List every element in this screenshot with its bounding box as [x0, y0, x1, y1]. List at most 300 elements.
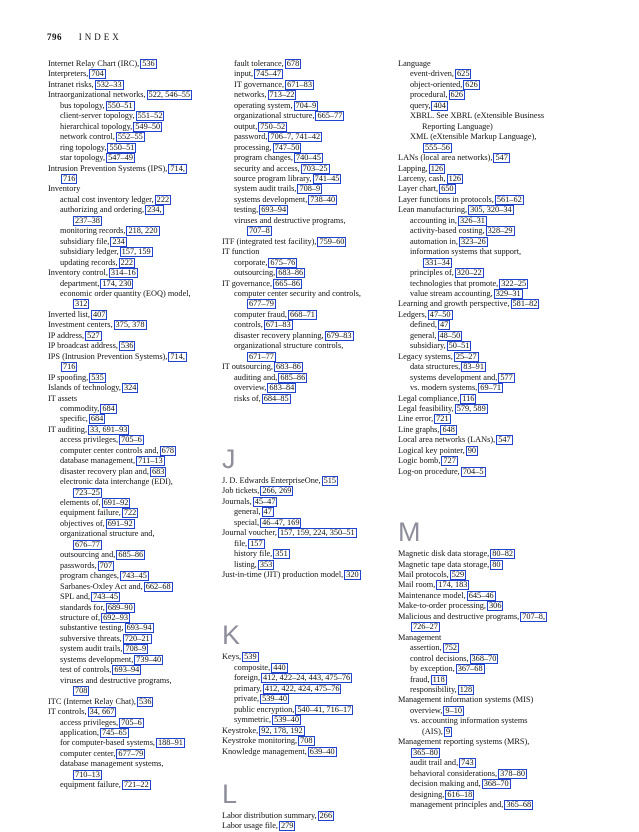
page-link[interactable]: 722: [123, 508, 137, 518]
page-link[interactable]: 689–90: [107, 602, 133, 612]
page-link[interactable]: 126: [430, 163, 444, 173]
page-link[interactable]: 683–86: [276, 362, 301, 372]
page-link[interactable]: 648: [442, 424, 455, 434]
page-link[interactable]: 550–51: [107, 100, 133, 110]
section-letter-j: J: [222, 443, 236, 474]
page-link[interactable]: 676–77: [75, 539, 100, 549]
page-link[interactable]: 716: [63, 362, 76, 372]
index-entry: [48, 634, 218, 644]
page-link[interactable]: 684: [102, 403, 115, 413]
page-link[interactable]: 693–94: [114, 665, 140, 675]
page-link[interactable]: 684–85: [263, 393, 289, 403]
page-link[interactable]: 222: [156, 194, 170, 204]
index-entry: [222, 694, 392, 704]
page-link[interactable]: 693–94: [126, 623, 152, 633]
page-link[interactable]: 704: [91, 69, 104, 79]
index-term: security and access,: [234, 163, 300, 173]
page-link[interactable]: 365–68: [506, 800, 532, 809]
page-link[interactable]: 581–82: [512, 299, 538, 309]
page-link[interactable]: 739–40: [136, 654, 162, 664]
page-link[interactable]: 683: [151, 466, 165, 476]
page-link[interactable]: 741–45: [314, 173, 340, 183]
page-link[interactable]: 707: [99, 560, 113, 570]
page-link[interactable]: 47: [263, 507, 272, 517]
page-link[interactable]: 743–45: [121, 571, 147, 581]
index-entry: [48, 477, 218, 487]
index-term: principles of,: [410, 268, 454, 278]
page-link[interactable]: 50–51: [448, 341, 470, 351]
index-term: Investment centers,: [48, 320, 113, 330]
page-link[interactable]: 47: [439, 320, 449, 330]
index-entry: [222, 122, 392, 132]
index-term: objectives of,: [60, 518, 105, 528]
page-link[interactable]: 118: [432, 674, 445, 684]
section-spacer: [222, 757, 392, 779]
index-term: Intrusion Prevention Systems (IPS),: [48, 163, 168, 173]
page-link[interactable]: 727: [443, 456, 456, 466]
index-entry: [48, 697, 218, 707]
page-link[interactable]: 515: [323, 475, 337, 485]
index-term: Management information systems (MIS): [398, 695, 534, 705]
page-title: INDEX: [78, 32, 122, 42]
index-entry: [398, 446, 568, 456]
index-entry: [398, 758, 568, 768]
index-entry: [222, 726, 392, 736]
index-entry: [48, 299, 218, 309]
page-link[interactable]: 368–70: [471, 653, 497, 663]
page-link[interactable]: 328–29: [487, 226, 513, 236]
page-link[interactable]: 367–68: [457, 664, 483, 674]
index-entry: [398, 695, 568, 705]
index-term: file,: [234, 538, 248, 548]
page-link[interactable]: 711–13: [138, 456, 163, 466]
index-entry: [48, 655, 218, 665]
index-term: procedural,: [410, 90, 448, 100]
page-link[interactable]: 48–50: [439, 330, 461, 340]
page-link[interactable]: 693–94: [261, 205, 287, 215]
index-term: vs. modern systems,: [410, 383, 478, 393]
index-term: star topology,: [60, 153, 106, 163]
index-term: actual cost inventory ledger,: [60, 194, 154, 204]
page-link[interactable]: 320: [346, 570, 359, 580]
page-link[interactable]: 532–33: [96, 79, 122, 89]
page-link[interactable]: 324: [123, 383, 137, 393]
page-link[interactable]: 650: [441, 184, 454, 194]
page-link[interactable]: 752: [444, 643, 458, 653]
page-link[interactable]: 529: [451, 570, 465, 580]
index-entry: [48, 519, 218, 529]
index-term: IP spoofing,: [48, 372, 89, 382]
index-term: processing,: [234, 142, 272, 152]
index-entry: [222, 184, 392, 194]
index-term: corporate,: [234, 257, 268, 267]
index-entry: [398, 675, 568, 685]
page-link[interactable]: 750–52: [260, 121, 286, 131]
page-link[interactable]: 314–16: [110, 268, 136, 278]
page-link[interactable]: 639–40: [309, 746, 335, 756]
page-link[interactable]: 714,: [170, 351, 185, 361]
index-term: Internet Relay Chart (IRC),: [48, 59, 140, 68]
page-link[interactable]: 547–49: [108, 153, 133, 163]
index-term: Layer chart,: [398, 184, 439, 194]
page-link[interactable]: 527: [87, 330, 100, 340]
page-link[interactable]: 743–45: [93, 592, 119, 602]
index-entry: [48, 341, 218, 351]
index-term: event-driven,: [410, 69, 455, 79]
page-link[interactable]: 412, 422–24, 443, 475–76: [263, 673, 351, 683]
index-entry: [222, 80, 392, 90]
page-link[interactable]: 745–47: [256, 69, 282, 79]
page-link[interactable]: 266: [319, 811, 333, 821]
index-entry: [222, 539, 392, 549]
index-term: defined,: [410, 320, 437, 330]
index-term: standards for,: [60, 602, 105, 612]
page-link[interactable]: 547: [498, 435, 511, 445]
page-link[interactable]: 536: [120, 341, 134, 351]
page-link[interactable]: 522, 546–55: [148, 90, 191, 100]
page-link[interactable]: 705–6: [121, 435, 142, 445]
page-link[interactable]: 685–86: [280, 372, 306, 382]
index-entry: [222, 174, 392, 184]
index-term: Local area networks (LANs),: [398, 435, 496, 445]
index-entry: [222, 570, 392, 580]
index-entry: [48, 90, 218, 100]
page-link[interactable]: 691–92: [103, 498, 129, 508]
index-column-2: [222, 59, 392, 832]
index-term: access privileges,: [60, 717, 119, 727]
index-entry: [48, 195, 218, 205]
index-term: overview,: [234, 383, 267, 393]
page-link[interactable]: 684: [90, 414, 104, 424]
index-term: Mail room,: [398, 580, 436, 590]
page-link[interactable]: 704–9: [295, 100, 317, 110]
page-link[interactable]: 33, 691–93: [90, 424, 128, 434]
index-entry: [222, 195, 392, 205]
page-link[interactable]: 740–45: [295, 153, 321, 163]
page-link[interactable]: 721–22: [123, 780, 149, 790]
page-link[interactable]: 234,: [147, 205, 162, 215]
index-entry: [398, 122, 568, 132]
index-entry: [48, 258, 218, 268]
page-link[interactable]: 378–80: [500, 768, 525, 778]
page-link[interactable]: 579, 589: [456, 403, 486, 413]
page-link[interactable]: 80: [492, 559, 501, 569]
page-link[interactable]: 747–50: [274, 142, 300, 152]
index-entry: [398, 654, 568, 664]
page-link[interactable]: 92, 178, 192: [261, 725, 303, 735]
index-entry: [48, 101, 218, 111]
page-link[interactable]: 329–31: [495, 288, 521, 298]
page-link[interactable]: 626: [465, 79, 478, 89]
page-link[interactable]: 671–77: [249, 351, 274, 361]
page-link[interactable]: 683–84: [269, 383, 295, 393]
page-link[interactable]: 440: [273, 662, 286, 672]
page-link[interactable]: 237–38: [75, 215, 100, 225]
page-link[interactable]: 218, 220: [128, 226, 158, 236]
page-link[interactable]: 704–5: [462, 466, 484, 476]
index-entry: [398, 289, 568, 299]
index-entry: [222, 652, 392, 662]
page-link[interactable]: 708: [75, 686, 88, 696]
page-link[interactable]: 331–34: [425, 257, 450, 267]
page-link[interactable]: 759–60: [319, 236, 345, 246]
page-link[interactable]: 692–93: [103, 613, 128, 623]
index-term: query,: [410, 100, 431, 110]
index-entry: [48, 226, 218, 236]
index-entry: [222, 101, 392, 111]
page-link[interactable]: 678: [161, 445, 175, 455]
page-link[interactable]: 322–25: [501, 278, 527, 288]
page-link[interactable]: 157, 159: [121, 247, 151, 257]
page-link[interactable]: 128: [459, 685, 473, 695]
page-link[interactable]: 743: [461, 758, 474, 768]
page-link[interactable]: 45–47: [254, 496, 276, 506]
page-link[interactable]: 326–31: [460, 215, 485, 225]
index-entry: [222, 216, 392, 226]
index-entry: [222, 549, 392, 559]
page-link[interactable]: 677–79: [118, 748, 144, 758]
page-link[interactable]: 552–55: [117, 132, 143, 142]
page-link[interactable]: 708–9: [125, 644, 147, 654]
page-link[interactable]: 668–71: [290, 309, 315, 319]
page-link[interactable]: 547: [495, 153, 508, 163]
page-link[interactable]: 368–70: [483, 779, 509, 789]
page-link[interactable]: 577: [500, 372, 513, 382]
index-entry: [398, 310, 568, 320]
page-link[interactable]: 550–51: [109, 142, 135, 152]
page-link[interactable]: 222: [120, 257, 134, 267]
page-link[interactable]: 25–27: [455, 351, 477, 361]
index-term: Language: [398, 59, 431, 68]
page-link[interactable]: 710–13: [75, 769, 100, 779]
index-entry: [398, 570, 568, 580]
page-link[interactable]: 83–91: [463, 362, 484, 372]
index-entry: [48, 132, 218, 142]
page-link[interactable]: 320–22: [456, 268, 482, 278]
page-link[interactable]: 90: [467, 445, 477, 455]
index-entry: [222, 373, 392, 383]
index-entry: [398, 59, 568, 69]
page-link[interactable]: 616–18: [447, 789, 473, 799]
section-letter-k: K: [222, 620, 241, 651]
index-entry: [48, 718, 218, 728]
page-link[interactable]: 126: [448, 173, 462, 183]
page-link[interactable]: 407: [92, 309, 106, 319]
page-link[interactable]: 174, 230: [102, 278, 132, 288]
index-term: IT auditing,: [48, 424, 88, 434]
index-term: XML (eXtensible Markup Language),: [410, 132, 537, 142]
index-entry: [48, 237, 218, 247]
page-link[interactable]: 720–21: [124, 633, 150, 643]
page-link[interactable]: 707–8: [249, 226, 270, 236]
page-link[interactable]: 679–83: [326, 330, 352, 340]
index-term: application,: [60, 728, 99, 737]
page-link[interactable]: 305, 320–34: [470, 205, 512, 215]
index-entry: [48, 414, 218, 424]
index-entry: [398, 268, 568, 278]
index-entry: [222, 684, 392, 694]
page-link[interactable]: 705–6: [121, 717, 142, 727]
index-entry: [48, 592, 218, 602]
index-entry: [48, 467, 218, 477]
page-link[interactable]: 539–40: [274, 715, 299, 725]
page-link[interactable]: 708: [300, 736, 313, 746]
index-entry: [48, 644, 218, 654]
page-link[interactable]: 662–68: [145, 581, 171, 591]
index-entry: [398, 790, 568, 800]
index-term: for computer-based systems,: [60, 738, 155, 748]
index-entry: [222, 59, 392, 69]
index-entry: [398, 601, 568, 611]
index-term: Larceny, cash,: [398, 173, 446, 183]
page-link[interactable]: 34, 667: [89, 707, 115, 717]
page-link[interactable]: 685–86: [118, 550, 144, 560]
page-link[interactable]: 157, 159, 224, 350–51: [279, 528, 355, 538]
page-link[interactable]: 353: [259, 559, 273, 569]
index-entry: [398, 737, 568, 747]
page-link[interactable]: 726–27: [413, 622, 438, 632]
page-link[interactable]: 539–40: [262, 694, 288, 704]
index-term: Journal voucher,: [222, 528, 277, 538]
index-entry: [398, 643, 568, 653]
page-link[interactable]: 279: [280, 821, 294, 831]
index-term: specific,: [60, 414, 88, 424]
page-link[interactable]: 9: [445, 726, 451, 736]
page-link[interactable]: 707–8,: [522, 611, 546, 621]
page-link[interactable]: 46–47, 169: [262, 517, 300, 527]
index-term: fraud,: [410, 674, 430, 684]
index-entry: [398, 143, 568, 153]
page-link[interactable]: 677–79: [249, 299, 274, 309]
index-entry: [48, 529, 218, 539]
index-entry: [222, 320, 392, 330]
page-link[interactable]: 536: [139, 696, 152, 706]
page-link[interactable]: 706–7, 741–42: [270, 132, 321, 142]
page-link[interactable]: 671–83: [265, 320, 291, 330]
index-term: outsourcing,: [234, 268, 276, 278]
index-entry: [48, 728, 218, 738]
page-link[interactable]: 555–56: [425, 142, 450, 152]
index-term: SPL and,: [60, 592, 91, 602]
page-link[interactable]: 691–92: [107, 518, 133, 528]
index-term: Legacy systems,: [398, 351, 453, 361]
index-term: controls,: [234, 320, 263, 330]
page-link[interactable]: 713–22: [269, 90, 295, 100]
page-link[interactable]: 675–76: [270, 257, 296, 267]
page-link[interactable]: 116: [462, 393, 475, 403]
section-spacer: [222, 404, 392, 444]
page-link[interactable]: 47–50: [429, 309, 451, 319]
page-link[interactable]: 69–71: [480, 383, 502, 393]
page-link[interactable]: 312: [75, 299, 88, 309]
page-link[interactable]: 539: [244, 652, 257, 662]
index-entry: [48, 446, 218, 456]
index-term: program changes,: [60, 571, 119, 581]
page-link[interactable]: 745–65: [101, 728, 127, 737]
page-link[interactable]: 351: [275, 549, 288, 559]
index-term: structure of,: [60, 613, 101, 623]
page-link[interactable]: 645–46: [468, 590, 494, 600]
page-link[interactable]: 540–41, 716–17: [297, 704, 352, 714]
index-term: information systems that support,: [410, 247, 522, 257]
page-link[interactable]: 625: [457, 69, 470, 79]
page-link[interactable]: 549–50: [135, 121, 161, 131]
index-term: IPS (Intrusion Prevention Systems),: [48, 351, 168, 361]
index-entry: [398, 299, 568, 309]
index-entry: [48, 623, 218, 633]
page-link[interactable]: 714,: [170, 163, 185, 173]
page-link[interactable]: 683–86: [278, 268, 304, 278]
page-link[interactable]: 551–52: [137, 111, 163, 121]
index-column-1: [48, 59, 218, 791]
index-entry: [398, 352, 568, 362]
index-entry: [222, 205, 392, 215]
page-link[interactable]: 412, 422, 424, 475–76: [264, 683, 340, 693]
index-entry: [398, 205, 568, 215]
page-link[interactable]: 234: [112, 236, 125, 246]
index-term: organizational structure and,: [60, 529, 155, 539]
index-entry: [48, 686, 218, 696]
index-term: IT governance,: [222, 278, 273, 288]
page-link[interactable]: 323–26: [460, 236, 486, 246]
page-link[interactable]: 678: [286, 59, 300, 68]
page-link[interactable]: 266, 269: [262, 486, 292, 496]
page-link[interactable]: 703–25: [302, 163, 328, 173]
page-link[interactable]: 188–91: [158, 738, 183, 748]
page-link[interactable]: 157: [250, 538, 263, 548]
page-link[interactable]: 9–10: [445, 705, 462, 715]
page-link[interactable]: 665–86: [275, 278, 300, 288]
index-entry: [222, 528, 392, 538]
index-term: economic order quantity (EOQ) model,: [60, 288, 191, 298]
index-term: IT controls,: [48, 707, 87, 717]
index-entry: [398, 394, 568, 404]
page-link[interactable]: 716: [63, 173, 76, 183]
index-term: Magnetic disk data storage,: [398, 549, 490, 559]
section-letter-m: M: [398, 517, 421, 548]
page-link[interactable]: 535: [91, 372, 104, 382]
section-spacer: [398, 477, 568, 517]
page-link[interactable]: 375, 378: [115, 320, 145, 330]
page-link[interactable]: 536: [142, 59, 155, 68]
page-link[interactable]: 723–25: [75, 487, 100, 497]
page-link[interactable]: 665–77: [317, 111, 343, 121]
index-entry: [398, 216, 568, 226]
index-term: fault tolerance,: [234, 59, 284, 68]
page-link[interactable]: 738–40: [310, 194, 336, 204]
page-link[interactable]: 721: [436, 414, 449, 424]
index-term: Inventory control,: [48, 268, 108, 278]
page-link[interactable]: 671–83: [287, 79, 312, 89]
page-link[interactable]: 708–9: [299, 184, 321, 194]
index-term: data structures,: [410, 362, 461, 372]
index-entry: [398, 101, 568, 111]
index-entry: [48, 111, 218, 121]
index-term: technologies that promote,: [410, 278, 499, 288]
index-term: department,: [60, 278, 100, 288]
index-entry: [222, 143, 392, 153]
page-link[interactable]: 306: [489, 601, 502, 611]
page-link[interactable]: 404: [433, 100, 446, 110]
index-term: Logic bomb,: [398, 456, 441, 466]
page-link[interactable]: 365–80: [413, 747, 438, 757]
page-link[interactable]: 174, 183: [438, 580, 468, 590]
index-entry: [48, 738, 218, 748]
page-link[interactable]: 80–82: [492, 549, 513, 559]
page-link[interactable]: 626: [450, 90, 463, 100]
page-link[interactable]: 561–62: [496, 194, 522, 204]
index-entry: [222, 268, 392, 278]
